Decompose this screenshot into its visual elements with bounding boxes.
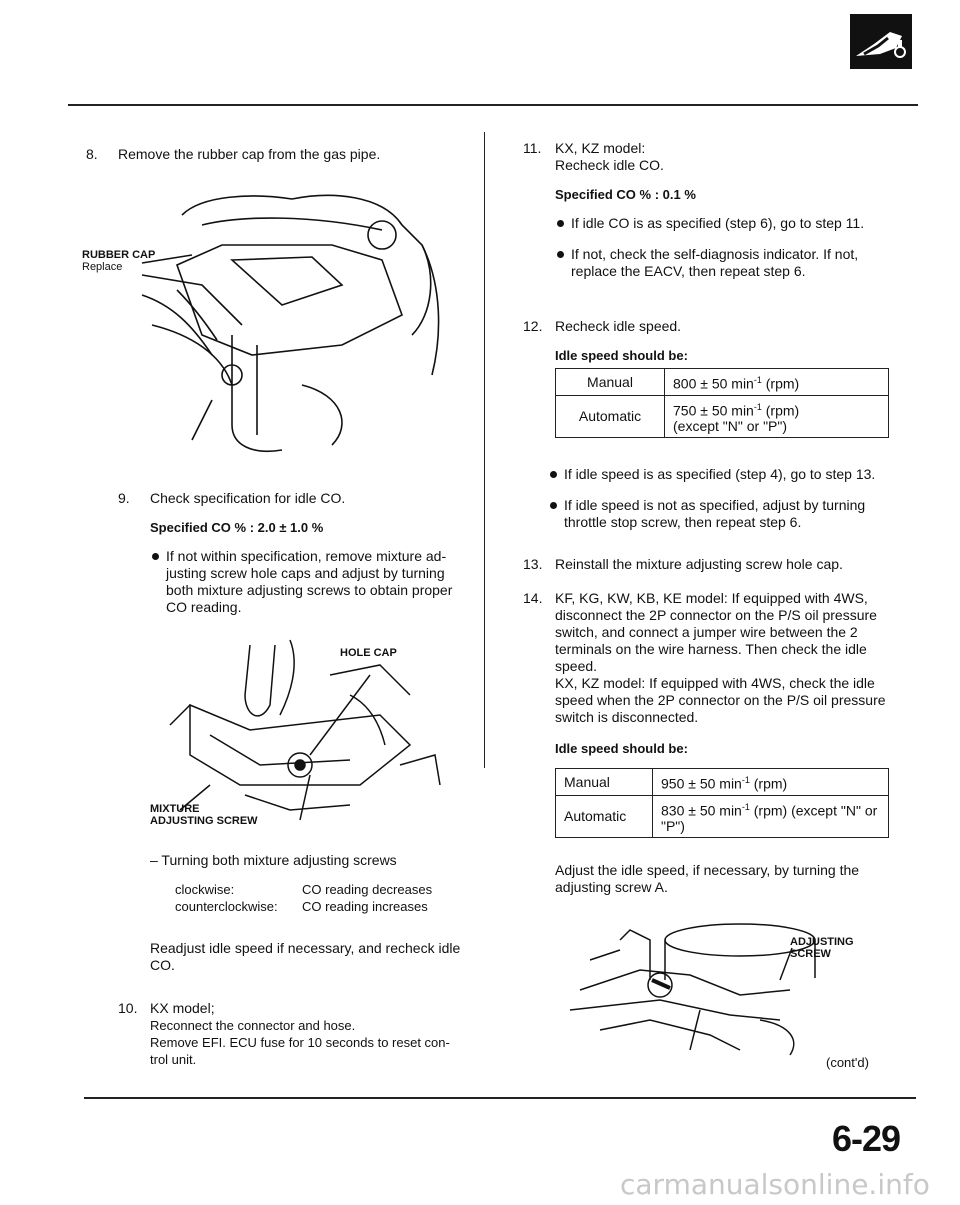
fig-label-hole-cap: HOLE CAP: [340, 647, 397, 659]
spec-co: Specified CO % : 0.1 %: [555, 187, 696, 202]
readjust-note: Readjust idle speed if necessary, and recheck idle CO.: [150, 940, 461, 973]
fig-label-adjusting-screw: ADJUSTING SCREW: [150, 815, 258, 827]
step-number: 9.: [118, 490, 130, 506]
idle-speed-table-1: [555, 368, 889, 438]
step-line1: KX, KZ model:: [555, 140, 646, 156]
adjust-note: Adjust the idle speed, if necessary, by turning the adjusting screw A.: [555, 862, 860, 895]
step-11: [523, 140, 890, 294]
table-row: [556, 395, 889, 438]
spec-co: Specified CO % : 2.0 ± 1.0 %: [150, 520, 324, 535]
engine-figure-adjusting-screw: [560, 900, 890, 1060]
step-line2: Reconnect the connector and hose.: [150, 1018, 356, 1033]
step-text: Remove the rubber cap from the gas pipe.: [118, 146, 381, 162]
fig-label-mixture: MIXTURE: [150, 803, 200, 815]
bullet-item: If not within specification, remove mixture ad-justing screw hole caps and adjust by turning both mixture adjusting screws to obtain proper CO reading.: [150, 548, 462, 616]
table-cell-label: Automatic: [556, 395, 665, 438]
result-increases: CO reading increases: [302, 899, 428, 914]
idle-heading: Idle speed should be:: [555, 348, 688, 363]
step-line3: Remove EFI. ECU fuse for 10 seconds to reset con-trol unit.: [150, 1035, 450, 1067]
step-number: 14.: [523, 590, 543, 606]
step-number: 12.: [523, 318, 543, 334]
fig-label-screw: SCREW: [790, 948, 831, 960]
footer-rule: [84, 1097, 916, 1099]
bullet-item: If idle CO is as specified (step 6), go to step 11.: [555, 215, 890, 232]
table-cell-value: 750 ± 50 $\min^{-1} (rpm)$ (except "N" or "P"): [665, 395, 889, 438]
step-8: [86, 146, 458, 163]
step-line2: Recheck idle CO.: [555, 157, 664, 173]
fig-label-rubber-cap: RUBBER CAP: [82, 249, 156, 261]
step-text: Check specification for idle CO.: [150, 490, 346, 506]
turning-heading: – Turning both mixture adjusting screws: [150, 852, 397, 868]
engine-drawing: [82, 185, 462, 475]
fig-label-replace: Replace: [82, 261, 123, 273]
step-text: Reinstall the mixture adjusting screw hole cap.: [555, 556, 843, 572]
fig-label-adjusting: ADJUSTING: [790, 936, 854, 948]
continued-label: (cont'd): [826, 1055, 869, 1070]
step-9: [118, 490, 462, 630]
step-number: 13.: [523, 556, 543, 572]
step-14: [523, 590, 890, 757]
idle-heading: Idle speed should be:: [555, 741, 688, 756]
step-number: 11.: [523, 140, 542, 156]
bullet-item: If idle speed is as specified (step 4), go to step 13.: [548, 466, 890, 483]
step-12: [523, 318, 890, 364]
step-line1: KX model;: [150, 1000, 215, 1016]
engine-figure-hole-cap: [150, 635, 450, 830]
table-cell-label: Manual: [556, 369, 665, 396]
bullet-item: If not, check the self-diagnosis indicator. If not, replace the EACV, then repeat step 6.: [555, 246, 890, 280]
turning-instructions: [150, 852, 460, 917]
step-text: Recheck idle speed.: [555, 318, 682, 334]
table-cell-label: Manual: [556, 769, 653, 796]
page-number: 6-29: [832, 1118, 901, 1159]
table-row: [556, 769, 889, 796]
adjusting-screw-drawing: [560, 900, 890, 1060]
step-para2: KX, KZ model: If equipped with 4WS, check the idle speed when the 2P connector on the P/S oil pressure switch is disconnected.: [555, 675, 886, 725]
step-13: [523, 556, 890, 573]
watermark: carmanualsonline.info: [620, 1168, 930, 1201]
direction-clockwise: clockwise:: [175, 882, 235, 897]
column-divider: [484, 132, 485, 768]
step-number: 10.: [118, 1000, 138, 1016]
header-rule: [68, 104, 918, 106]
step-number: 8.: [86, 146, 98, 162]
table-cell-value: 830 ± 50 $\min^{-1} (rpm)$ (except "N" or "P"): [653, 795, 889, 838]
table-row: [556, 369, 889, 396]
table-cell-value: 950 ± 50 $\min^{-1} (rpm)$: [653, 769, 889, 796]
hole-cap-drawing: [150, 635, 450, 830]
step-10: [118, 1000, 462, 1068]
table-cell-label: Automatic: [556, 795, 653, 838]
step-para1: KF, KG, KW, KB, KE model: If equipped with 4WS, disconnect the 2P connector on the P/S oil pressure switch, and connect a jumper wire between the 2 terminals on the wire harness. Then check the idle speed.: [555, 590, 877, 674]
step-12-bullets: [548, 452, 890, 545]
car-section-icon: [850, 14, 912, 69]
bullet-item: If idle speed is not as specified, adjust by turning throttle stop screw, then repeat step 6.: [548, 497, 890, 531]
table-cell-value: 800 ± 50 $\min^{-1} (rpm)$: [665, 369, 889, 396]
direction-counterclockwise: counterclockwise:: [175, 899, 278, 914]
engine-figure-rubber-cap: [82, 185, 462, 475]
result-decreases: CO reading decreases: [302, 882, 433, 897]
idle-speed-table-2: [555, 768, 889, 838]
table-row: [556, 795, 889, 838]
